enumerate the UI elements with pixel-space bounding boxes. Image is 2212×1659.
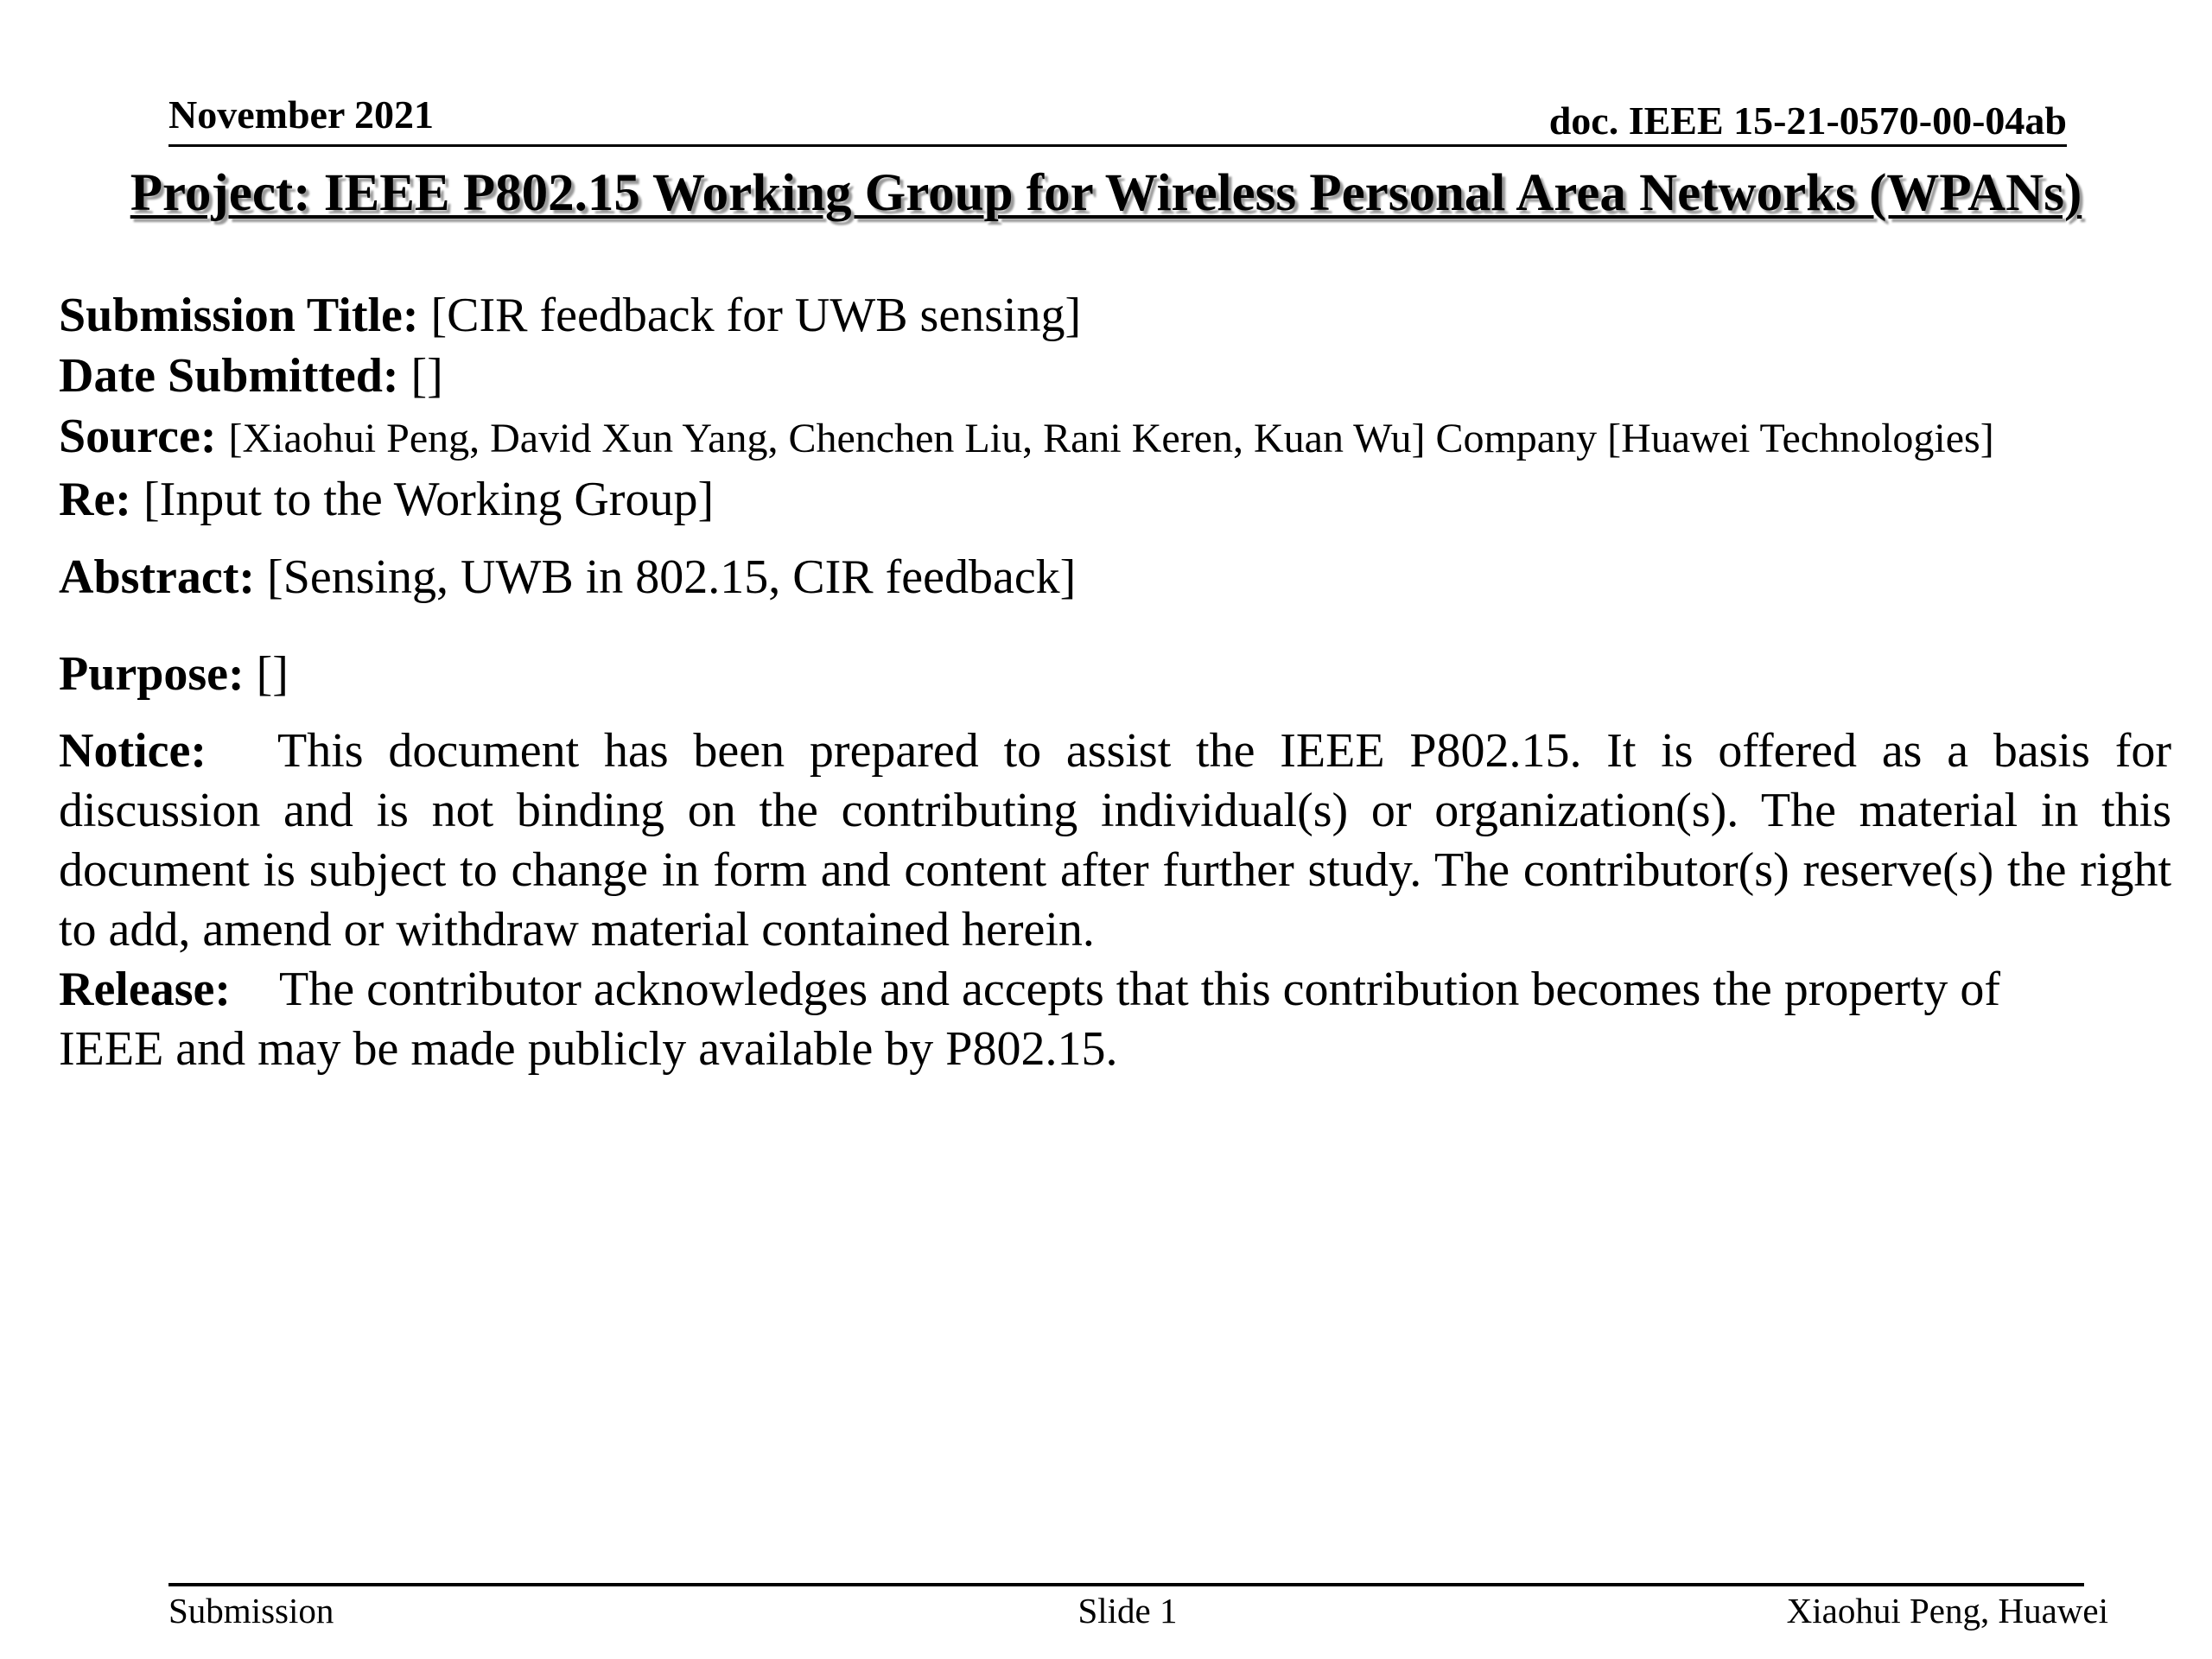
slide-body [59, 285, 2171, 1079]
footer-submission: Submission [168, 1591, 334, 1630]
purpose-label: Purpose: [59, 647, 245, 701]
release-line-1 [59, 960, 2171, 1020]
header-doc-id: doc. IEEE 15-21-0570-00-04ab [1548, 99, 2067, 143]
slide-title: Project: IEEE P802.15 Working Group for Wireless Personal Area Networks (WPANs) [130, 164, 2082, 222]
footer-author: Xiaohui Peng, Huawei [1786, 1591, 2108, 1630]
footer-slide-number: Slide 1 [1077, 1591, 1178, 1630]
notice-text: This document has been prepared to assist the IEEE P802.15. It is offered as a basis for discussion and is not binding on the contributing individual(s) or organization(s). The material in this document is subject to change in form and content after further study. The contributor(s) reserve(s) the right to add, amend or withdraw material contained herein. [59, 724, 2171, 957]
abstract-label: Abstract: [59, 550, 256, 604]
source-row [59, 406, 2171, 469]
re-row [59, 469, 2171, 530]
abstract-value: [Sensing, UWB in 802.15, CIR feedback] [267, 550, 1077, 604]
submission-title-row [59, 285, 2171, 346]
date-submitted-label: Date Submitted: [59, 349, 399, 403]
submission-title-value: [CIR feedback for UWB sensing] [430, 289, 1082, 342]
abstract-row [59, 547, 2171, 607]
release-line-2: IEEE and may be made publicly available by P802.15. [59, 1022, 1118, 1076]
date-submitted-value: [] [410, 349, 443, 403]
release-text-1: The contributor acknowledges and accepts that this contribution becomes the property of [279, 963, 2001, 1016]
purpose-value: [] [256, 647, 289, 701]
re-label: Re: [59, 473, 131, 526]
notice-paragraph [59, 721, 2171, 960]
date-submitted-row [59, 346, 2171, 406]
header-date: November 2021 [168, 92, 435, 137]
header-divider [168, 144, 2067, 147]
source-value: [Xiaohui Peng, David Xun Yang, Chenchen Liu, Rani Keren, Kuan Wu] Company [Huawei Technologies] [228, 416, 1994, 461]
re-value: [Input to the Working Group] [143, 473, 715, 526]
purpose-row [59, 644, 2171, 704]
footer-divider [168, 1583, 2084, 1586]
source-label: Source: [59, 410, 217, 463]
release-paragraph [59, 960, 2171, 1079]
submission-title-label: Submission Title: [59, 289, 419, 342]
notice-label: Notice: [59, 724, 207, 778]
release-label: Release: [59, 963, 232, 1016]
